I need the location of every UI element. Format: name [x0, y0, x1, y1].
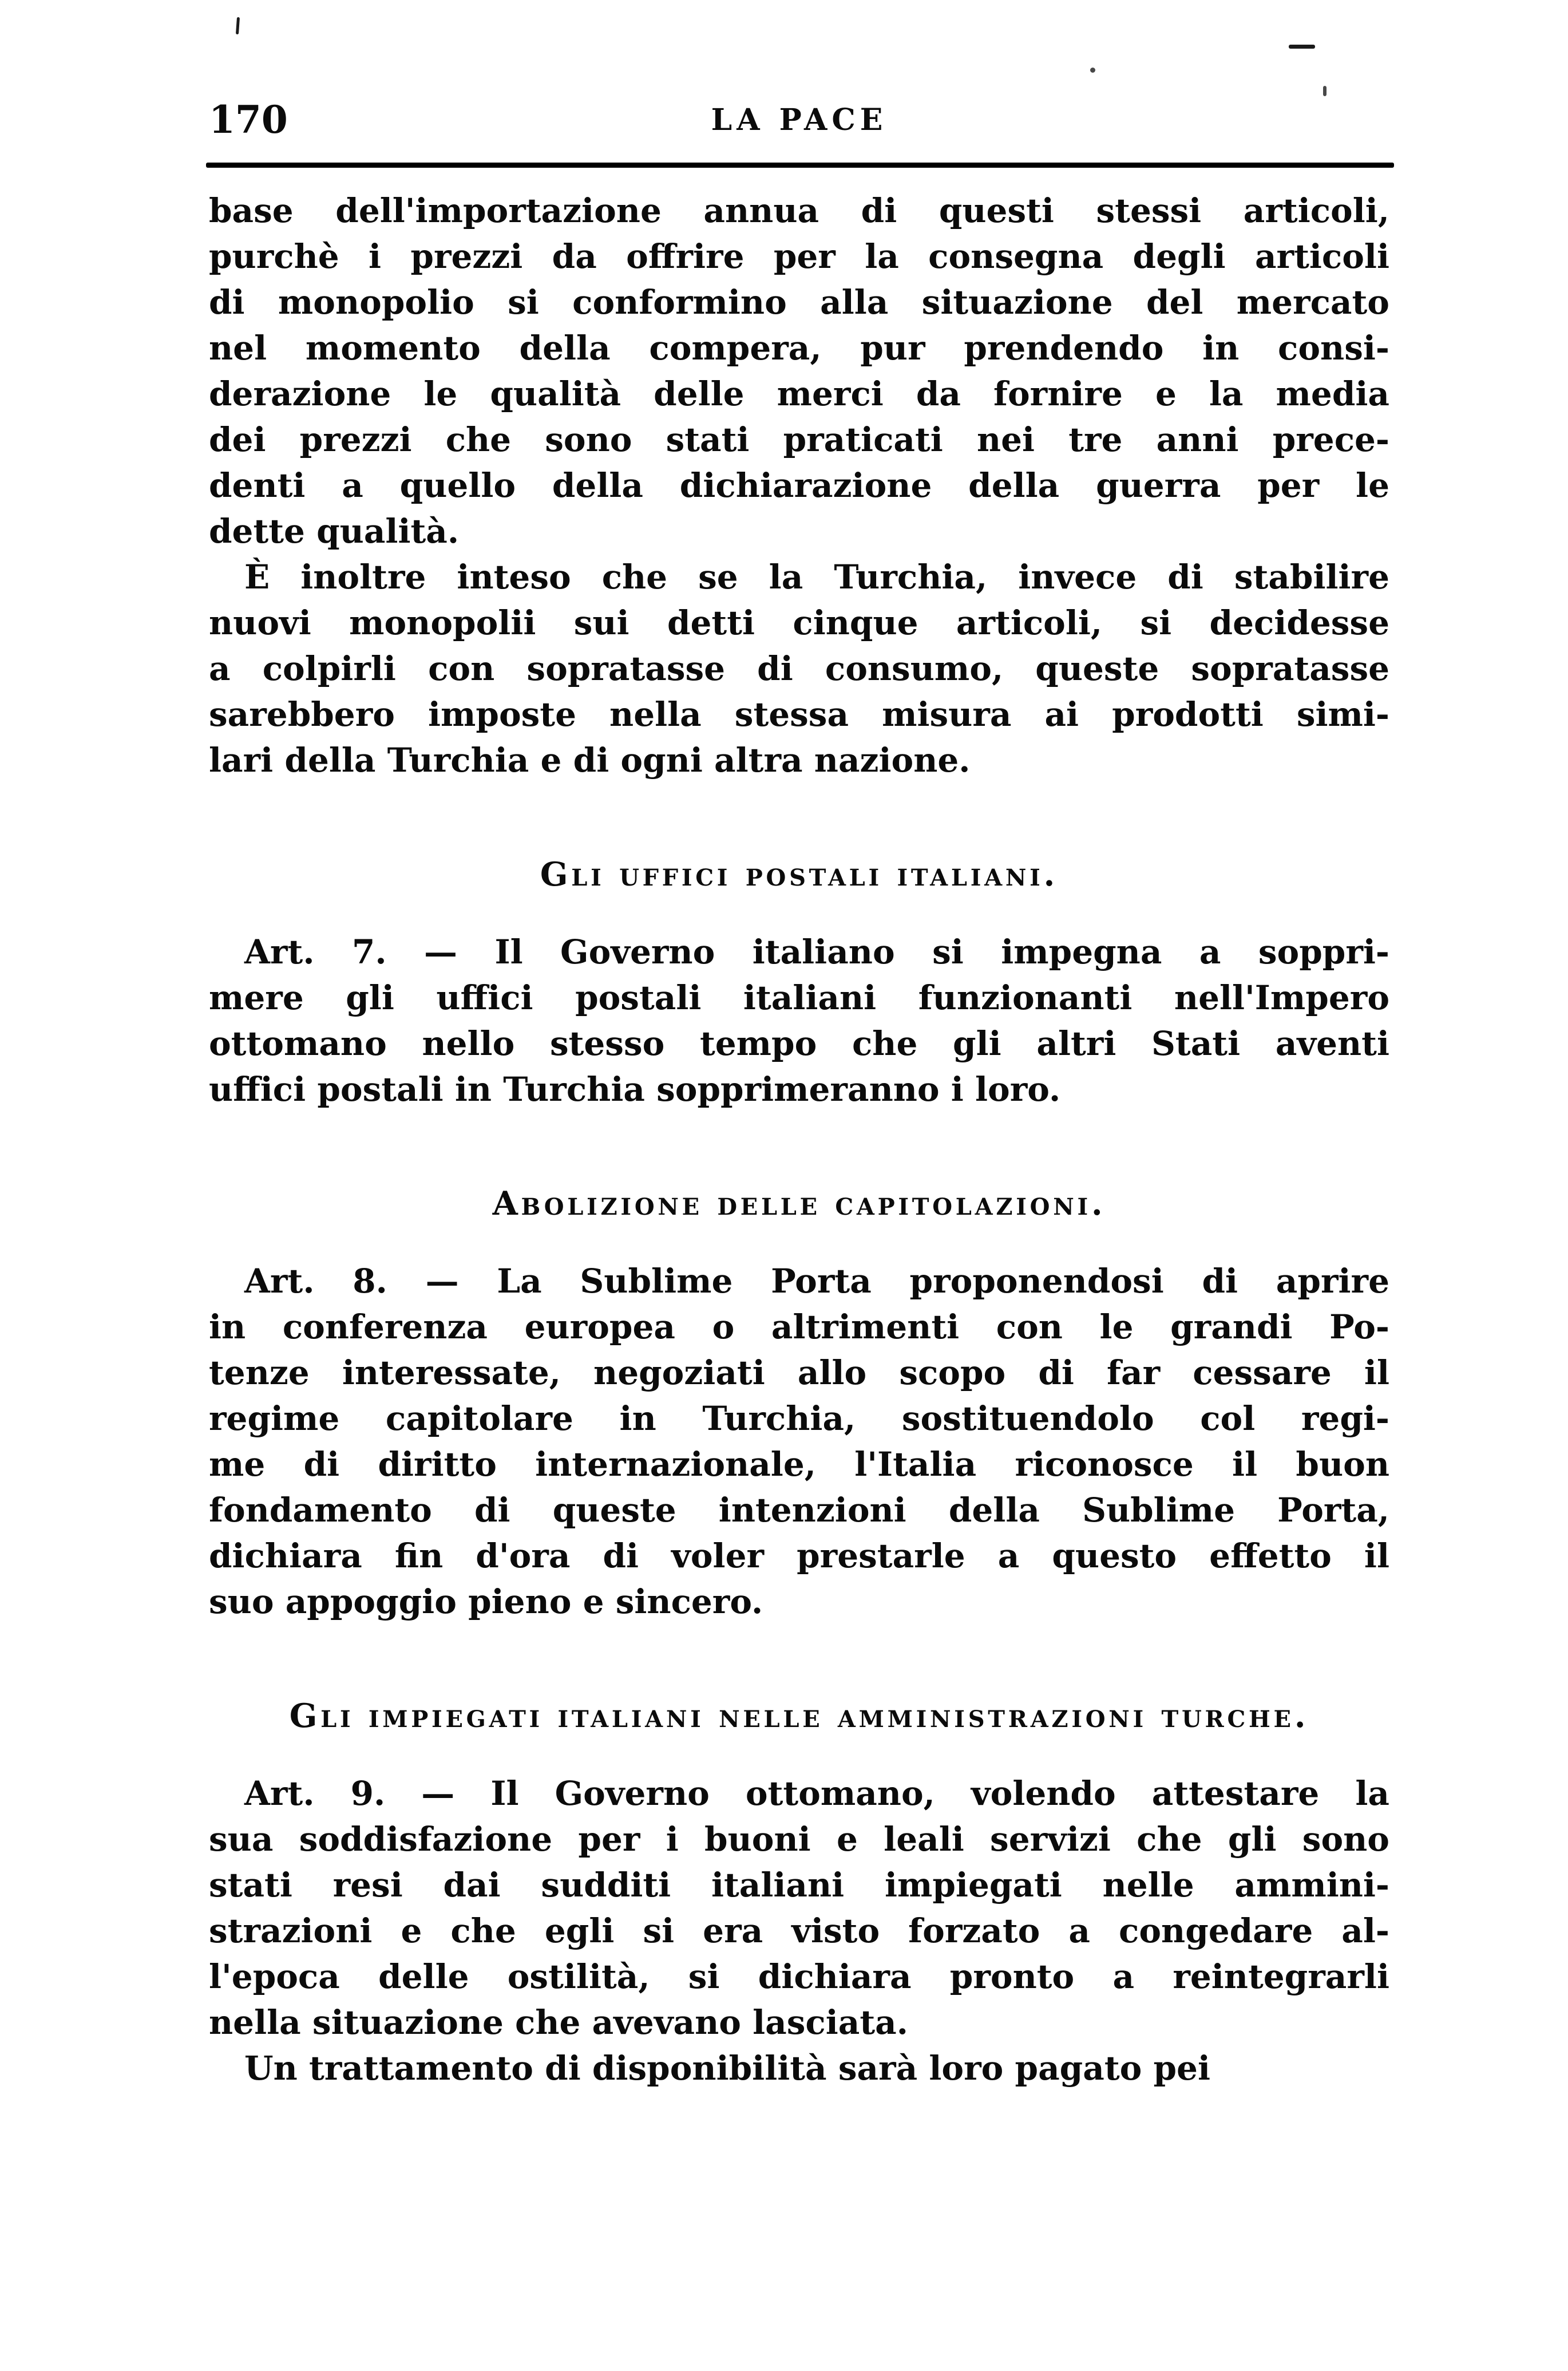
paragraph: [209, 2045, 1389, 2091]
text-line: Un trattamento di disponibilità sarà loro pagato pei: [244, 2049, 1210, 2088]
scan-artifact: [1289, 45, 1315, 49]
text-line: dei prezzi che sono stati praticati nei tre anni prece-: [209, 420, 1389, 459]
paragraph: [209, 554, 1389, 783]
text-line: ottomano nello stesso tempo che gli altri Stati aventi: [209, 1024, 1389, 1063]
text-line: tenze interessate, negoziati allo scopo di far cessare il: [209, 1353, 1389, 1392]
page-header: [209, 86, 1389, 142]
paragraph: [209, 1258, 1389, 1625]
section-heading: Gli uffici postali italiani.: [540, 855, 1059, 894]
scan-artifact: [1090, 68, 1095, 73]
text-line: uffici postali in Turchia sopprimeranno i loro.: [209, 1070, 1061, 1109]
text-line: di monopolio si conformino alla situazione del mercato: [209, 283, 1389, 322]
text-line: mere gli uffici postali italiani funzionanti nell'Impero: [209, 978, 1389, 1017]
text-line: in conferenza europea o altrimenti con le grandi Po-: [209, 1307, 1389, 1346]
text-line: base dell'importazione annua di questi stessi articoli,: [209, 191, 1389, 230]
text-line: me di diritto internazionale, l'Italia riconosce il buon: [209, 1445, 1389, 1484]
text-line: stati resi dai sudditi italiani impiegati nelle ammini-: [209, 1866, 1389, 1904]
page-body: [209, 188, 1389, 2091]
running-title: LA PACE: [711, 102, 888, 137]
text-line: nuovi monopolii sui detti cinque articoli, si decidesse: [209, 603, 1389, 642]
text-line: lari della Turchia e di ogni altra nazione.: [209, 741, 971, 780]
paragraph: [209, 188, 1389, 554]
text-line: È inoltre inteso che se la Turchia, invece di stabilire: [244, 558, 1389, 596]
text-line: Art. 8. — La Sublime Porta proponendosi di aprire: [244, 1262, 1389, 1301]
text-line: fondamento di queste intenzioni della Sublime Porta,: [209, 1491, 1389, 1530]
text-line: dichiara fin d'ora di voler prestarle a questo effetto il: [209, 1536, 1389, 1575]
header-rule: [206, 163, 1394, 168]
section-heading: Abolizione delle capitolazioni.: [492, 1184, 1106, 1223]
text-line: l'epoca delle ostilità, si dichiara pronto a reintegrarli: [209, 1957, 1389, 1996]
text-line: purchè i prezzi da offrire per la consegna degli articoli: [209, 237, 1389, 276]
text-line: derazione le qualità delle merci da fornire e la media: [209, 374, 1389, 413]
text-line: denti a quello della dichiarazione della guerra per le: [209, 466, 1389, 505]
section-heading: Gli impiegati italiani nelle amministrazioni turche.: [289, 1697, 1309, 1735]
scan-artifact: [236, 17, 240, 34]
text-line: sarebbero imposte nella stessa misura ai prodotti simi-: [209, 695, 1389, 734]
paragraph: [209, 1771, 1389, 2045]
page-number: 170: [209, 97, 288, 142]
text-line: Art. 9. — Il Governo ottomano, volendo attestare la: [244, 1774, 1389, 1813]
text-line: dette qualità.: [209, 512, 460, 551]
text-line: sua soddisfazione per i buoni e leali servizi che gli sono: [209, 1820, 1389, 1859]
text-line: strazioni e che egli si era visto forzato a congedare al-: [209, 1911, 1389, 1950]
text-line: a colpirli con sopratasse di consumo, queste sopratasse: [209, 649, 1389, 688]
text-line: suo appoggio pieno e sincero.: [209, 1582, 763, 1621]
text-line: nella situazione che avevano lasciata.: [209, 2003, 908, 2042]
text-line: Art. 7. — Il Governo italiano si impegna a soppri-: [244, 932, 1389, 971]
paragraph: [209, 929, 1389, 1112]
text-line: regime capitolare in Turchia, sostituendolo col regi-: [209, 1399, 1389, 1438]
text-line: nel momento della compera, pur prendendo in consi-: [209, 329, 1389, 367]
